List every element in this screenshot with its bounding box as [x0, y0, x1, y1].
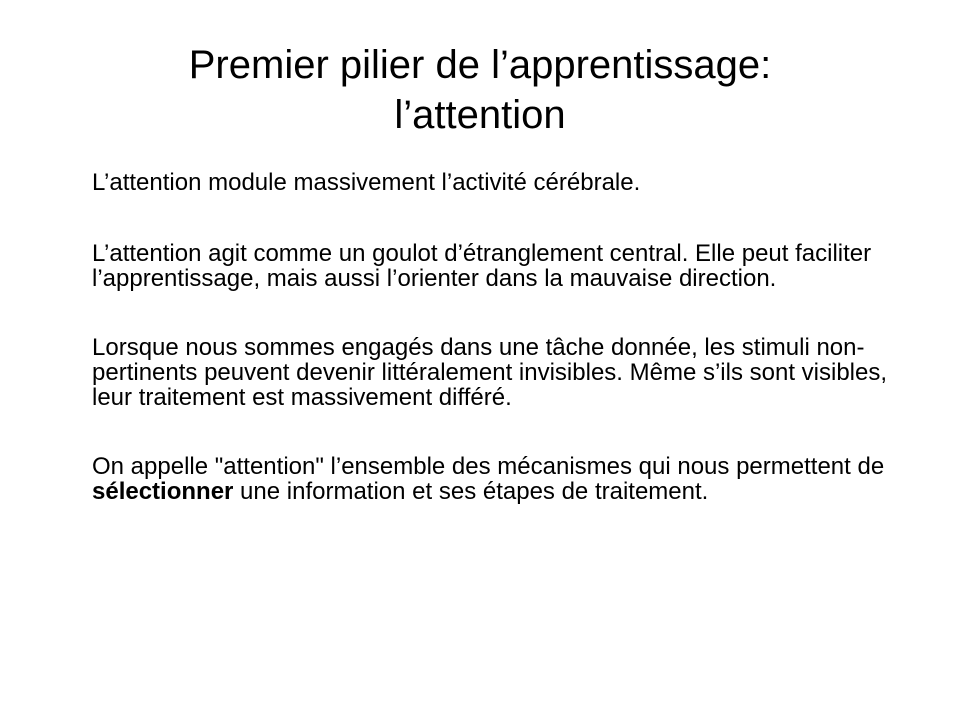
paragraph-2: L’attention agit comme un goulot d’étranglement central. Elle peut faciliter l’apprentissage, mais aussi l’orienter dans la mauvaise direction.: [92, 240, 872, 292]
paragraph-4: [92, 454, 912, 504]
slide-body: [92, 170, 912, 504]
slide-title-line-1: Premier pilier de l’apprentissage:: [188, 43, 772, 87]
paragraph-1: L’attention module massivement l’activité cérébrale.: [92, 169, 641, 196]
slide-title-line-2: l’attention: [394, 93, 566, 137]
paragraph-3: Lorsque nous sommes engagés dans une tâche donnée, les stimuli non-pertinents peuvent devenir littéralement invisibles. Même s’ils sont visibles, leur traitement est massivement différé.: [92, 334, 888, 411]
paragraph-4-text-after: une information et ses étapes de traitement.: [233, 478, 709, 505]
slide-title: [0, 40, 960, 140]
paragraph-4-bold-term: sélectionner: [92, 478, 234, 505]
paragraph-4-text-before: On appelle "attention" l’ensemble des mécanismes qui nous permettent de: [92, 453, 885, 480]
